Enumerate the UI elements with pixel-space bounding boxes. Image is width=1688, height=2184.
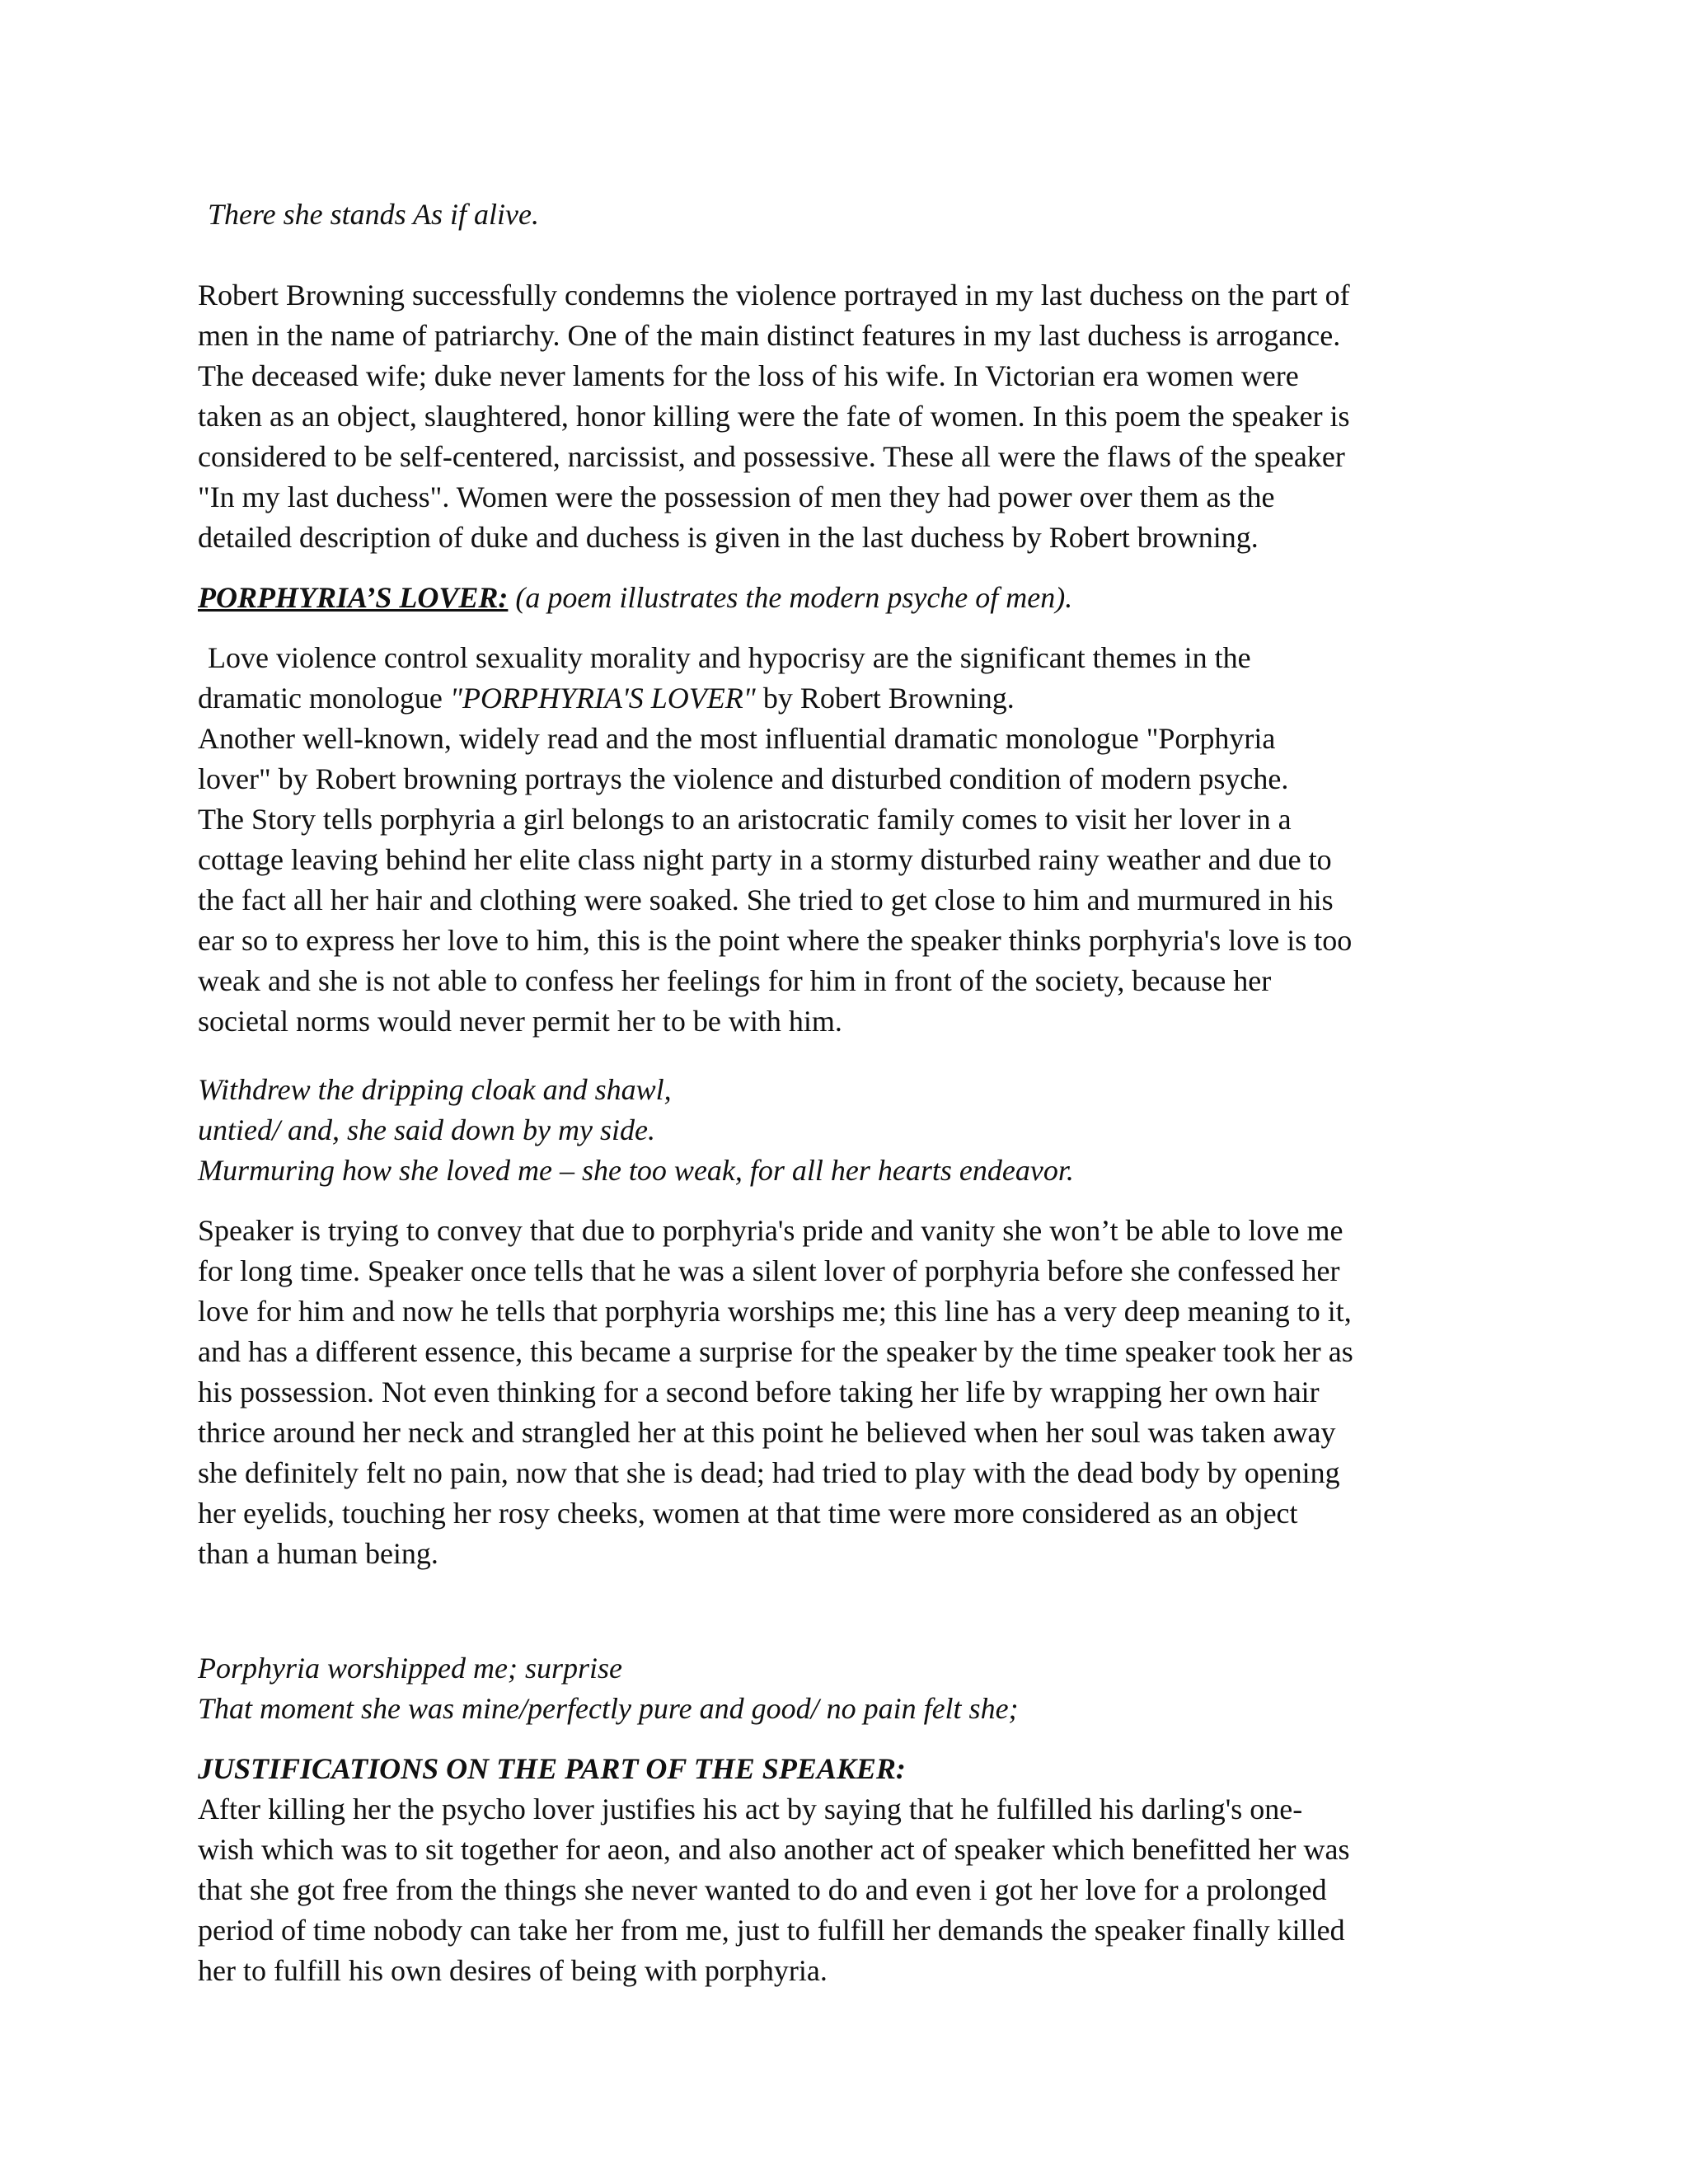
text-run: dramatic monologue: [198, 682, 450, 715]
paragraph-line: After killing her the psycho lover justifies his act by saying that he fulfilled his darling's one-: [198, 1793, 1303, 1825]
quote-line: Murmuring how she loved me – she too weak, for all her hearts endeavor.: [198, 1154, 1074, 1187]
paragraph-line: "In my last duchess". Women were the possession of men they had power over them as the: [198, 480, 1275, 513]
paragraph-line: considered to be self-centered, narcissist, and possessive. These all were the flaws of the speaker: [198, 440, 1345, 473]
paragraph-line: weak and she is not able to confess her feelings for him in front of the society, because her: [198, 964, 1272, 997]
paragraph-line: wish which was to sit together for aeon, and also another act of speaker which benefitted her was: [198, 1833, 1350, 1866]
paragraph-line: cottage leaving behind her elite class night party in a stormy disturbed rainy weather and due to: [198, 843, 1332, 876]
quote-line: untied/ and, she said down by my side.: [198, 1113, 655, 1146]
paragraph-line: Robert Browning successfully condemns the violence portrayed in my last duchess on the part of: [198, 279, 1350, 312]
paragraph-line: love for him and now he tells that porphyria worships me; this line has a very deep meaning to it,: [198, 1295, 1352, 1328]
document-page: [198, 194, 1500, 1991]
heading-title: PORPHYRIA’S LOVER:: [198, 581, 509, 614]
paragraph-line: societal norms would never permit her to be with him.: [198, 1005, 842, 1038]
paragraph-line: taken as an object, slaughtered, honor killing were the fate of women. In this poem the speaker is: [198, 400, 1350, 433]
paragraph-line: his possession. Not even thinking for a second before taking her life by wrapping her own hair: [198, 1376, 1320, 1408]
quote-line: There she stands As if alive.: [208, 198, 539, 231]
paragraph-line: Another well-known, widely read and the most influential dramatic monologue "Porphyria: [198, 722, 1276, 755]
quote-line: That moment she was mine/perfectly pure and good/ no pain felt she;: [198, 1692, 1019, 1725]
heading-subtitle: (a poem illustrates the modern psyche of men).: [508, 581, 1073, 614]
paragraph-line: the fact all her hair and clothing were soaked. She tried to get close to him and murmured in his: [198, 883, 1334, 916]
paragraph-porphyria-intro: [198, 638, 1500, 1042]
paragraph-line: period of time nobody can take her from me, just to fulfill her demands the speaker finally killed: [198, 1914, 1345, 1947]
poem-title: "PORPHYRIA'S LOVER": [449, 682, 756, 715]
paragraph-line: her eyelids, touching her rosy cheeks, women at that time were more considered as an object: [198, 1497, 1298, 1530]
quote-line: Withdrew the dripping cloak and shawl,: [198, 1073, 672, 1106]
paragraph-line: The deceased wife; duke never laments for the loss of his wife. In Victorian era women were: [198, 359, 1299, 392]
quote-block-worshipped: [198, 1648, 1500, 1729]
paragraph-line: The Story tells porphyria a girl belongs to an aristocratic family comes to visit her lover in a: [198, 803, 1292, 836]
paragraph-line: she definitely felt no pain, now that she is dead; had tried to play with the dead body by opening: [198, 1456, 1340, 1489]
paragraph-line: and has a different essence, this became a surprise for the speaker by the time speaker took her as: [198, 1335, 1353, 1368]
paragraph-line: ear so to express her love to him, this is the point where the speaker thinks porphyria's love is too: [198, 924, 1353, 957]
quote-block-cloak: [198, 1070, 1500, 1191]
paragraph-line: Love violence control sexuality morality and hypocrisy are the significant themes in the: [208, 641, 1251, 674]
paragraph-line: her to fulfill his own desires of being with porphyria.: [198, 1954, 828, 1987]
paragraph-line: Speaker is trying to convey that due to porphyria's pride and vanity she won’t be able to love me: [198, 1214, 1343, 1247]
quote-line: Porphyria worshipped me; surprise: [198, 1652, 622, 1685]
paragraph-line: than a human being.: [198, 1537, 438, 1570]
paragraph-line: [198, 678, 1500, 719]
paragraph-line: for long time. Speaker once tells that he was a silent lover of porphyria before she confessed her: [198, 1254, 1340, 1287]
paragraph-last-duchess: [198, 275, 1500, 558]
paragraph-line: men in the name of patriarchy. One of the main distinct features in my last duchess is arrogance.: [198, 319, 1341, 352]
paragraph-justifications: [198, 1789, 1500, 1991]
quote-block-duchess: [198, 194, 1500, 235]
paragraph-line: detailed description of duke and duchess is given in the last duchess by Robert browning.: [198, 521, 1259, 554]
paragraph-line: thrice around her neck and strangled her at this point he believed when her soul was taken away: [198, 1416, 1336, 1449]
paragraph-speaker: [198, 1211, 1500, 1574]
paragraph-line: that she got free from the things she never wanted to do and even i got her love for a prolonged: [198, 1873, 1327, 1906]
text-run: by Robert Browning.: [755, 682, 1015, 715]
section-heading-porphyria: [198, 578, 1500, 618]
section-heading-justifications: JUSTIFICATIONS ON THE PART OF THE SPEAKER:: [198, 1752, 906, 1785]
paragraph-line: lover" by Robert browning portrays the violence and disturbed condition of modern psyche.: [198, 762, 1289, 795]
